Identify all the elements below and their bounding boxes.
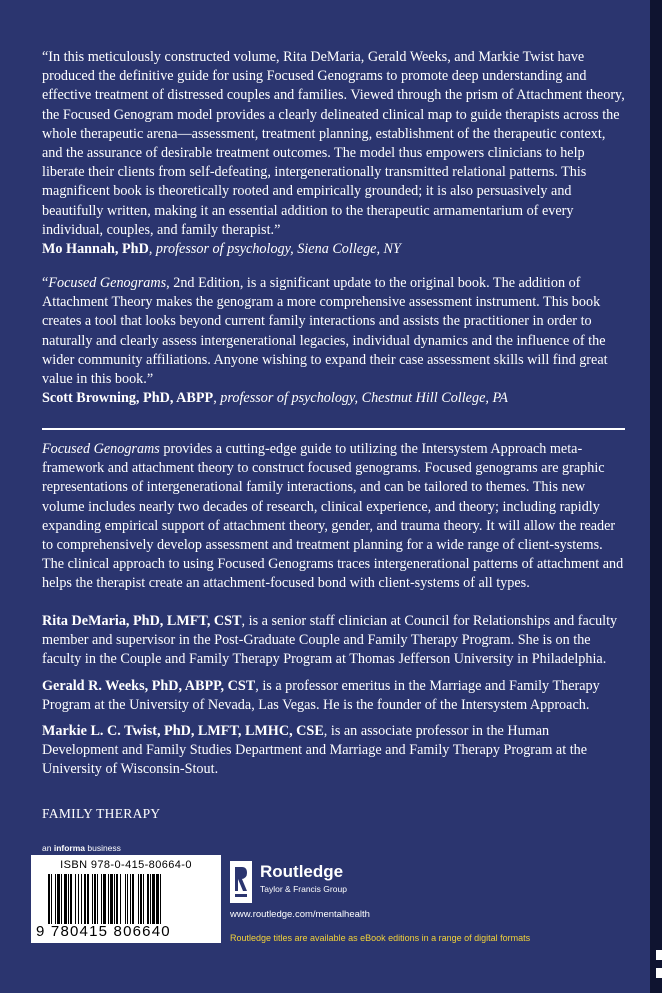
author-bio-1-name: Rita DeMaria, PhD, LMFT, CST: [42, 613, 242, 629]
endorsement-quote-2: [42, 274, 627, 408]
edge-mark-bottom: [656, 968, 662, 978]
informa-suffix: business: [85, 843, 121, 853]
quote-2-book-title: Focused Genograms: [48, 275, 167, 291]
quote-1-body: “In this meticulously constructed volume, Rita DeMaria, Gerald Weeks, and Markie Twist have produced the definitive guide for using Focused Genograms to promote deep understanding and effective treatment of distressed couples and families. Viewed through the prism of Attachment theory, the Focused Genogram model provides a clearly delineated clinical map to guide therapists across the whole therapeutic arena—assessment, treatment planning, establishment of the therapeutic context, and the assurance of desirable treatment outcomes. The model thus empowers clinicians to help liberate their clients from self-defeating, intergenerationally transmitted relational patterns. This magnificent book is theoretically rooted and empirically grounded; it is also persuasively and beautifully written, making it an essential addition to the therapeutic armamentarium of every individual, couples, and family therapist.”: [42, 49, 625, 238]
author-bio-2: [42, 677, 627, 715]
isbn-barcode: [31, 855, 221, 943]
publisher-group: Taylor & Francis Group: [260, 884, 347, 894]
author-bio-3: [42, 722, 627, 780]
subject-category: FAMILY THERAPY: [42, 806, 161, 821]
isbn-number: ISBN 978-0-415-80664-0: [60, 859, 192, 871]
quote-2-author: Scott Browning, PhD, ABPP: [42, 390, 214, 407]
spine-edge: [650, 0, 662, 993]
informa-prefix: an: [42, 843, 54, 853]
barcode-digits: 9 780415 806640: [36, 923, 171, 940]
description-book-title: Focused Genograms: [42, 441, 160, 457]
author-bio-3-text: , is an associate professor in the Human Development and Family Studies Department and Marriage and Family Therapy Program at the University of Wisconsin-Stout.: [42, 723, 588, 778]
barcode-bars: [48, 874, 208, 924]
ebook-note: Routledge titles are available as eBook editions in a range of digital formats: [230, 933, 531, 943]
endorsement-quote-1: [42, 48, 627, 259]
quote-2-body: , 2nd Edition, is a significant update to the original book. The addition of Attachment Theory makes the genogram a more comprehensive assessment instrument. This book creates a tool that looks beyond current family interactions and assists the practitioner in order to naturally and clearly assess intergenerational legacies, individual dynamics and the influence of the wider community affiliations. Anyone wishing to expand their case assessment skills will find great value in this book.”: [42, 275, 608, 388]
informa-business-label: [42, 843, 121, 853]
quote-2-open: “: [42, 275, 49, 291]
informa-brand: informa: [53, 843, 85, 853]
routledge-logo-icon: [230, 861, 252, 903]
quote-2-attribution: Scott Browning, PhD, ABPP, professor of psychology, Chestnut Hill College, PA: [42, 390, 508, 407]
quote-1-affiliation: professor of psychology, Siena College, NY: [155, 241, 401, 258]
publisher-name: Routledge: [260, 862, 344, 881]
description-body: provides a cutting-edge guide to utilizing the Intersystem Approach meta-framework and attachment theory to construct focused genograms. Focused genograms are graphic representations of intergenerational family interactions, and can be tailored to themes. This new volume includes nearly two decades of research, clinical experience, and theory; including rapidly expanding empirical support of attachment theory, gender, and trauma theory. It will allow the reader to comprehensively develop assessment and treatment planning for a wide range of client-systems. The clinical approach to using Focused Genograms traces intergenerational patterns of attachment and helps the therapist create an attachment-focused bond with client-systems of all types.: [42, 441, 624, 592]
publisher-url[interactable]: www.routledge.com/mentalhealth: [230, 909, 370, 920]
author-bio-1-text: , is a senior staff clinician at Council for Relationships and faculty member and supervisor in the Post-Graduate Couple and Family Therapy Program. She is on the faculty in the Couple and Family Therapy Program at Thomas Jefferson University in Philadelphia.: [42, 613, 618, 668]
divider: [42, 428, 625, 430]
author-bio-2-text: , is a professor emeritus in the Marriage and Family Therapy Program at the University of Nevada, Las Vegas. He is the founder of the Intersystem Approach.: [42, 678, 600, 714]
edge-mark-top: [656, 950, 662, 960]
barcode-gap: [161, 874, 163, 924]
quote-2-affiliation: professor of psychology, Chestnut Hill College, PA: [220, 390, 508, 407]
quote-1-author: Mo Hannah, PhD: [42, 241, 149, 258]
author-bio-2-name: Gerald R. Weeks, PhD, ABPP, CST: [42, 678, 256, 694]
book-description: [42, 440, 627, 594]
quote-1-attribution: Mo Hannah, PhD, professor of psychology, Siena College, NY: [42, 241, 401, 258]
author-bio-3-name: Markie L. C. Twist, PhD, LMFT, LMHC, CSE: [42, 723, 324, 739]
author-bio-1: [42, 612, 627, 670]
